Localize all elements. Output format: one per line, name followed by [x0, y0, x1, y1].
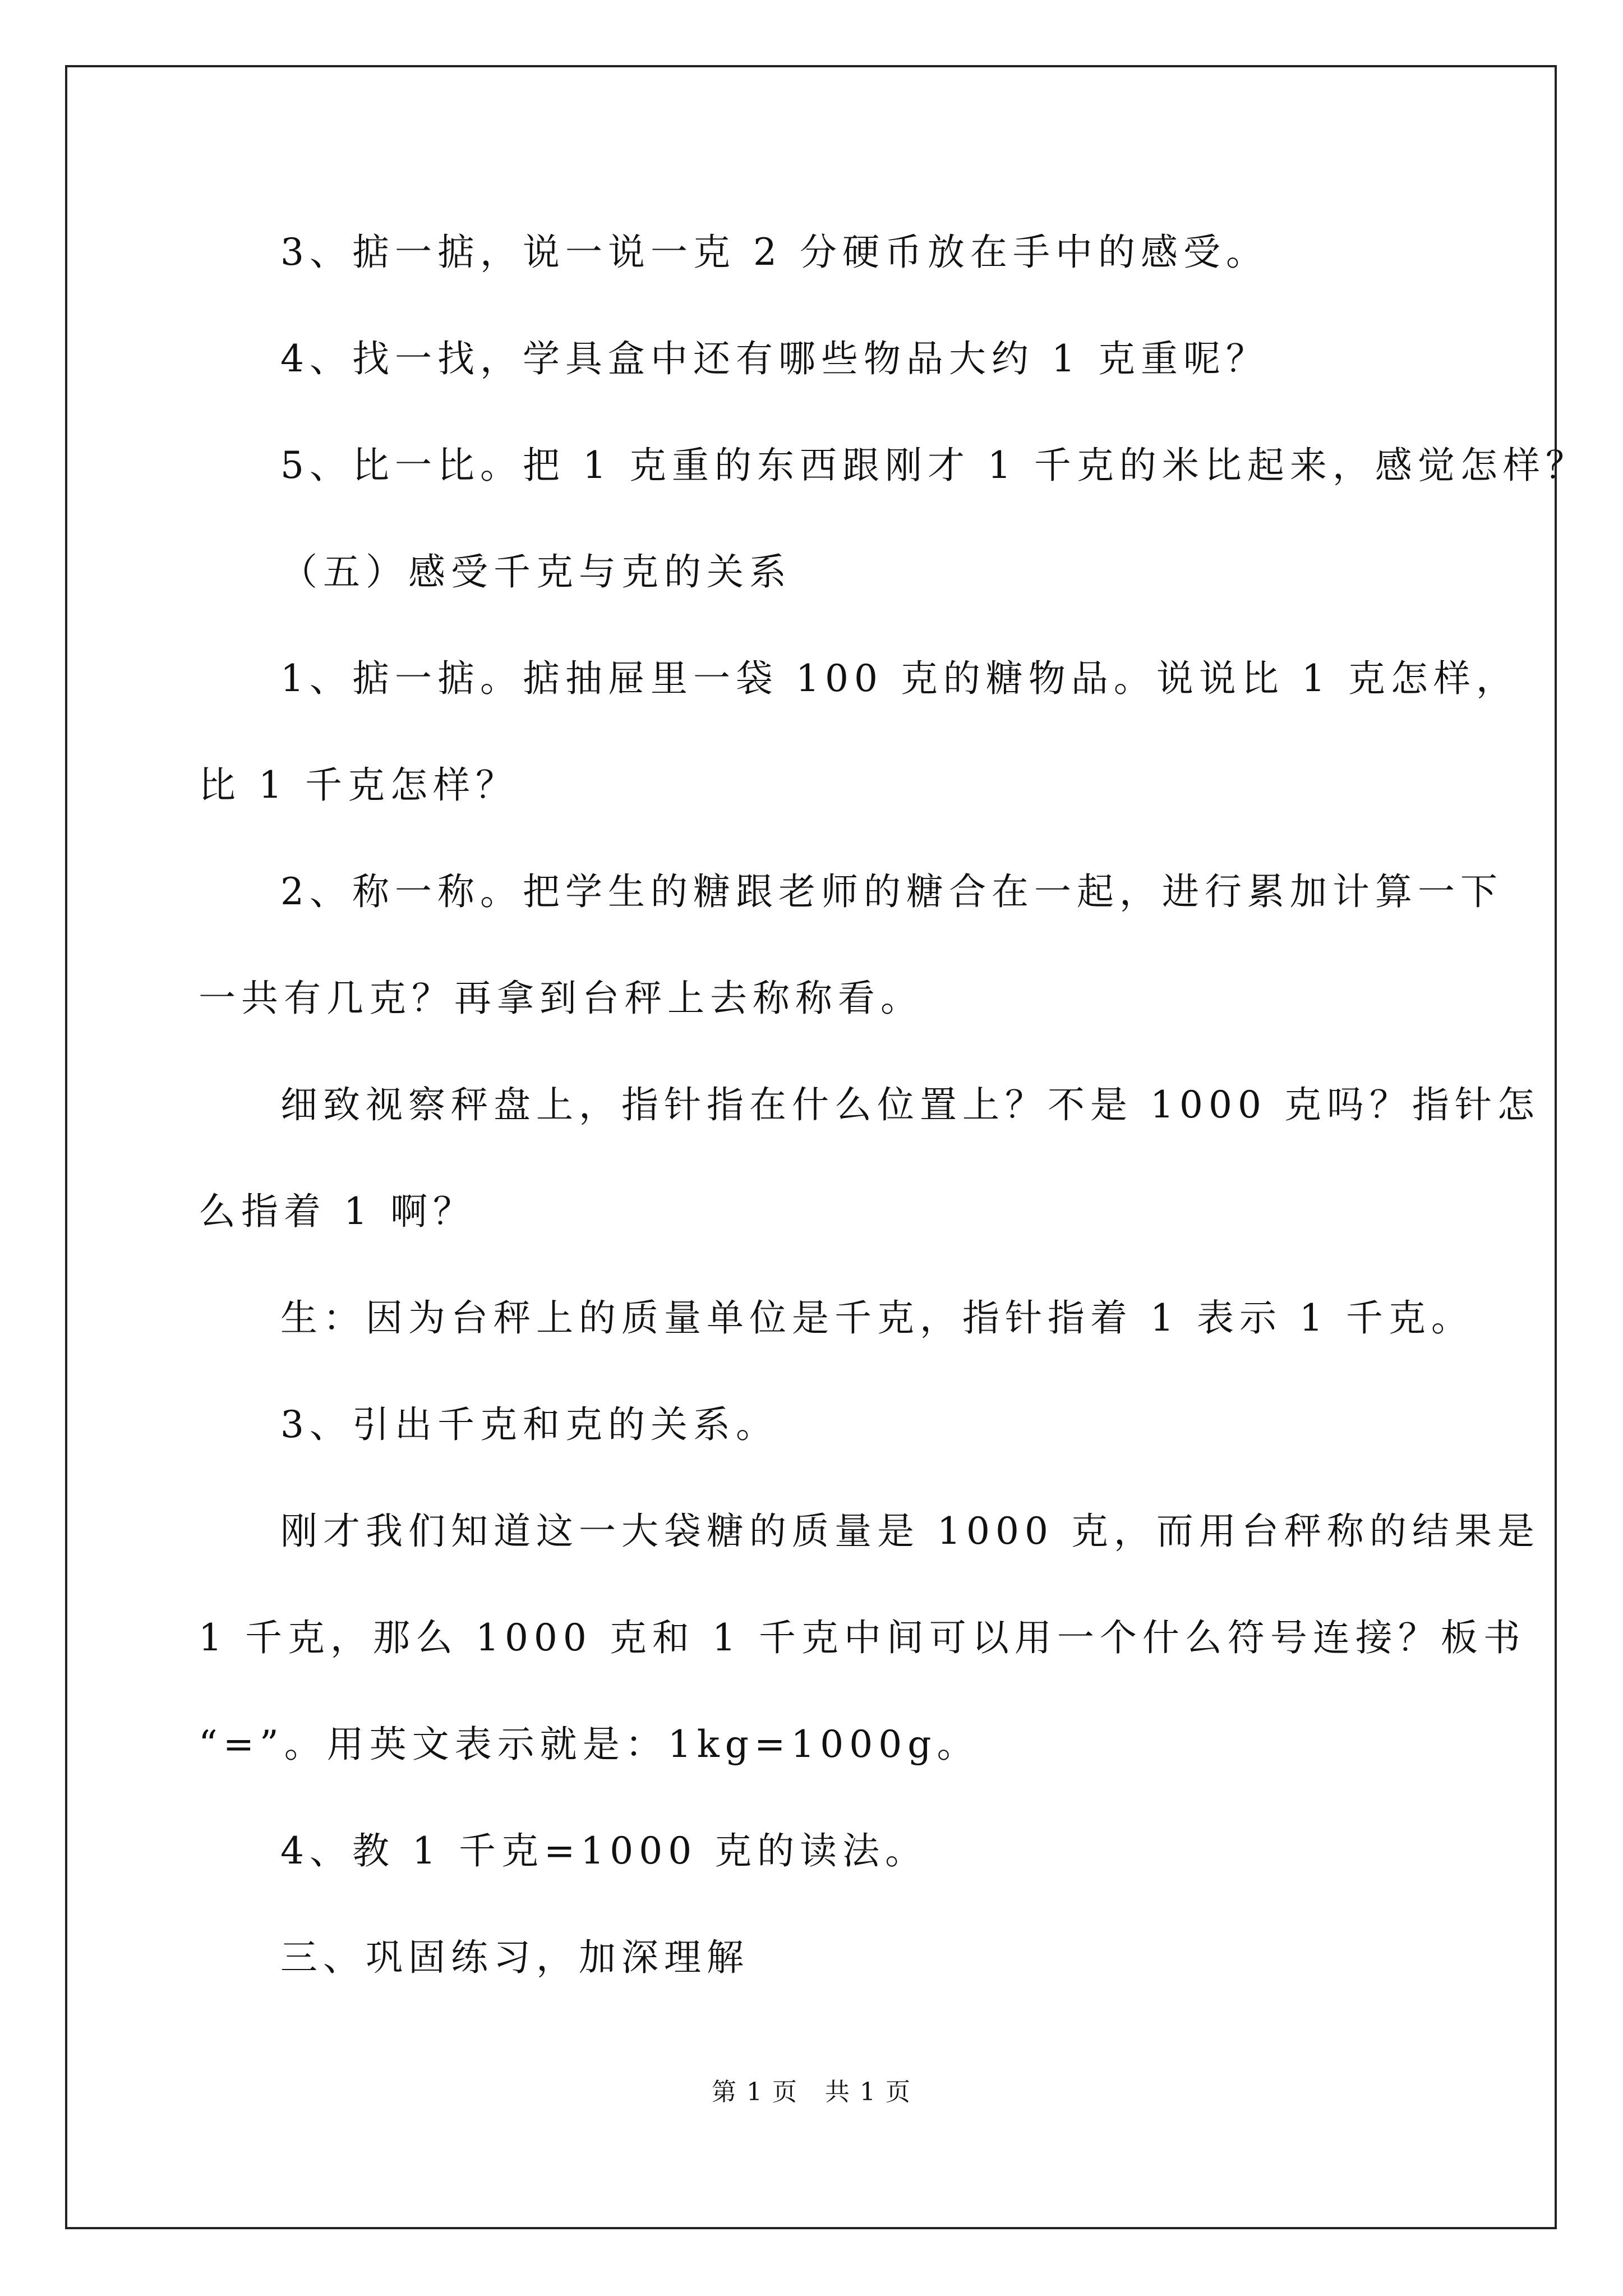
paragraph-line: 一共有几克？再拿到台秤上去称称看。: [199, 977, 923, 1020]
paragraph-line: 生：因为台秤上的质量单位是千克，指针指着 1 表示 1 千克。: [280, 1296, 1474, 1340]
paragraph-line: “=”。用英文表示就是：1kg=1000g。: [199, 1723, 980, 1766]
page-footer: 第 1 页 共 1 页: [712, 2078, 911, 2106]
paragraph-line: 4、教 1 千克=1000 克的读法。: [280, 1829, 928, 1872]
paragraph-line: 3、掂一掂，说一说一克 2 分硬币放在手中的感受。: [280, 231, 1269, 274]
paragraph-line: 细致视察秤盘上，指针指在什么位置上？不是 1000 克吗？指针怎: [280, 1083, 1540, 1126]
paragraph-line: 4、找一找，学具盒中还有哪些物品大约 1 克重呢？: [280, 337, 1269, 380]
section-heading: （五）感受千克与克的关系: [280, 550, 792, 593]
paragraph-line: 1 千克，那么 1000 克和 1 千克中间可以用一个什么符号连接？板书: [199, 1616, 1526, 1659]
paragraph-line: 2、称一称。把学生的糖跟老师的糖合在一起，进行累加计算一下: [280, 870, 1503, 913]
paragraph-line: 么指着 1 啊？: [199, 1190, 476, 1233]
page-border: [65, 65, 1557, 2229]
paragraph-line: 刚才我们知道这一大袋糖的质量是 1000 克，而用台秤称的结果是: [280, 1510, 1540, 1553]
paragraph-line: 5、比一比。把 1 克重的东西跟刚才 1 千克的米比起来，感觉怎样？: [280, 444, 1588, 487]
section-heading: 三、巩固练习，加深理解: [280, 1936, 749, 1979]
paragraph-line: 1、掂一掂。掂抽屉里一袋 100 克的糖物品。说说比 1 克怎样，: [280, 657, 1519, 700]
paragraph-line: 比 1 千克怎样？: [199, 763, 518, 807]
paragraph-line: 3、引出千克和克的关系。: [280, 1403, 778, 1446]
